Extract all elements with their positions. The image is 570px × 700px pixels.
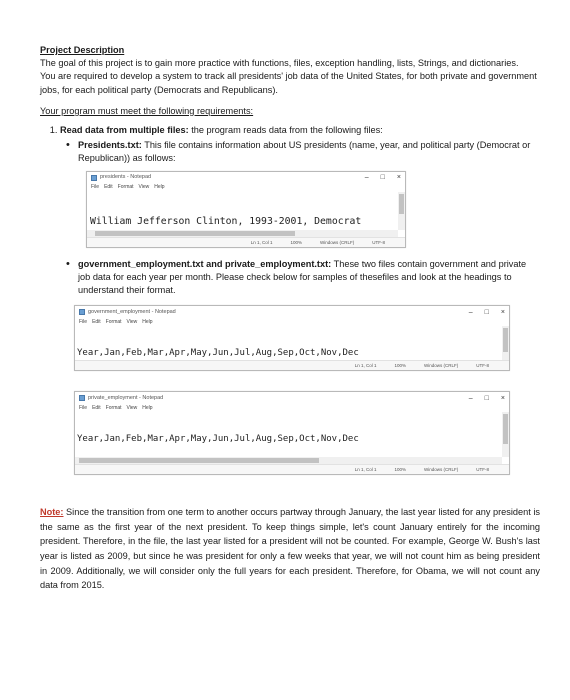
intro-paragraph-2: You are required to develop a system to track all presidents' job data of the United States, for both private and government jobs, for each political party (Democrats and Republicans).	[40, 71, 537, 95]
notepad-title: presidents - Notepad	[100, 174, 152, 181]
menu-format[interactable]: Format	[105, 404, 122, 411]
notepad-title: private_employment - Notepad	[88, 394, 164, 401]
maximize-icon[interactable]: □	[484, 308, 489, 316]
note-label: Note:	[40, 507, 64, 518]
vertical-scrollbar[interactable]	[502, 412, 509, 457]
minimize-icon[interactable]: –	[364, 174, 369, 182]
menu-view[interactable]: View	[126, 404, 138, 411]
requirement-1-text: the program reads data from the following files:	[188, 125, 383, 136]
bullet-presidents-text: This file contains information about US presidents (name, year, and political party (Democrat or Republican)) as follows:	[78, 140, 531, 164]
government-notepad-window	[74, 305, 510, 371]
status-zoom: 100%	[394, 363, 406, 369]
status-zoom: 100%	[290, 239, 302, 245]
bullet-employment-files	[78, 258, 540, 298]
heading: Project Description	[40, 45, 125, 55]
status-position: Ln 1, Col 1	[250, 239, 273, 245]
notepad-menubar	[75, 404, 509, 412]
menu-edit[interactable]: Edit	[92, 404, 101, 411]
menu-format[interactable]: Format	[117, 184, 134, 191]
notepad-menubar	[87, 184, 405, 192]
menu-view[interactable]: View	[138, 184, 150, 191]
text-line: Year,Jan,Feb,Mar,Apr,May,Jun,Jul,Aug,Sep,Oct,Nov,Dec	[77, 348, 359, 359]
menu-edit[interactable]: Edit	[92, 318, 101, 325]
close-icon[interactable]: ×	[396, 174, 401, 182]
status-line-ending: Windows (CRLF)	[319, 239, 355, 245]
requirements-heading: Your program must meet the following requirements:	[40, 105, 254, 116]
horizontal-scrollbar[interactable]	[87, 230, 398, 237]
minimize-icon[interactable]: –	[468, 308, 473, 316]
minimize-icon[interactable]: –	[468, 394, 473, 402]
intro-paragraph: The goal of this project is to gain more practice with functions, files, exception handling, lists, Strings, and dictionaries.	[40, 58, 519, 69]
document	[40, 44, 540, 593]
notepad-titlebar	[75, 306, 509, 318]
bullet-employment-text: These two files contain government and private job data for each year per month. Please check below for samples of thesefiles and look at the headings to understand their format.	[78, 258, 527, 296]
maximize-icon[interactable]: □	[380, 174, 385, 182]
menu-format[interactable]: Format	[105, 318, 122, 325]
notepad-icon	[79, 395, 85, 401]
status-encoding: UTF-8	[372, 239, 385, 245]
notepad-statusbar	[87, 237, 405, 247]
close-icon[interactable]: ×	[500, 394, 505, 402]
vertical-scrollbar[interactable]	[502, 326, 509, 360]
status-line-ending: Windows (CRLF)	[423, 467, 459, 473]
notepad-text-area[interactable]	[87, 192, 405, 230]
requirement-1-title: Read data from multiple files:	[60, 125, 189, 136]
status-position: Ln 1, Col 1	[354, 363, 377, 369]
status-line-ending: Windows (CRLF)	[423, 363, 459, 369]
status-zoom: 100%	[394, 467, 406, 473]
notepad-statusbar	[75, 360, 509, 370]
vertical-scrollbar[interactable]	[398, 192, 405, 230]
presidents-notepad-window	[86, 171, 406, 248]
note-paragraph	[40, 505, 540, 593]
notepad-icon	[91, 175, 97, 181]
menu-view[interactable]: View	[126, 318, 138, 325]
notepad-title: government_employment - Notepad	[88, 308, 176, 315]
notepad-statusbar	[75, 464, 509, 474]
text-line: Year,Jan,Feb,Mar,Apr,May,Jun,Jul,Aug,Sep,Oct,Nov,Dec	[77, 434, 359, 445]
status-encoding: UTF-8	[476, 467, 489, 473]
notepad-icon	[79, 309, 85, 315]
requirement-1-bullets	[60, 139, 540, 297]
menu-file[interactable]: File	[79, 318, 88, 325]
menu-help[interactable]: Help	[142, 318, 153, 325]
notepad-text-area[interactable]	[75, 326, 509, 360]
requirements-list	[40, 124, 540, 297]
notepad-titlebar	[75, 392, 509, 404]
requirement-1	[60, 124, 540, 297]
private-notepad-window	[74, 391, 510, 475]
menu-edit[interactable]: Edit	[104, 184, 113, 191]
menu-help[interactable]: Help	[142, 404, 153, 411]
menu-file[interactable]: File	[91, 184, 100, 191]
text-line: William Jefferson Clinton, 1993-2001, Democrat	[90, 216, 362, 228]
bullet-presidents	[78, 139, 540, 247]
bullet-presidents-name: Presidents.txt:	[78, 140, 142, 151]
notepad-titlebar	[87, 172, 405, 184]
bullet-employment-name: government_employment.txt and private_employment.txt:	[78, 258, 332, 269]
maximize-icon[interactable]: □	[484, 394, 489, 402]
horizontal-scrollbar[interactable]	[75, 457, 502, 464]
close-icon[interactable]: ×	[500, 308, 505, 316]
status-position: Ln 1, Col 1	[354, 467, 377, 473]
menu-file[interactable]: File	[79, 404, 88, 411]
notepad-menubar	[75, 318, 509, 326]
menu-help[interactable]: Help	[154, 184, 165, 191]
notepad-text-area[interactable]	[75, 412, 509, 457]
note-text: Since the transition from one term to another occurs partway through January, the last year listed for any president is the same as the first year of the next president. To keep things simple, let's count January entirely for the incoming president. Therefore, in the file, the last year listed for a president will not be counted. For example, George W. Bush's last year is listed as 2009, but since he was president for only a few weeks that year, we will not count him as being president in 2009. Additionally, we will consider only the full years for each president. Therefore, for Obama, we will not count any data from 2015.	[40, 507, 540, 591]
status-encoding: UTF-8	[476, 363, 489, 369]
